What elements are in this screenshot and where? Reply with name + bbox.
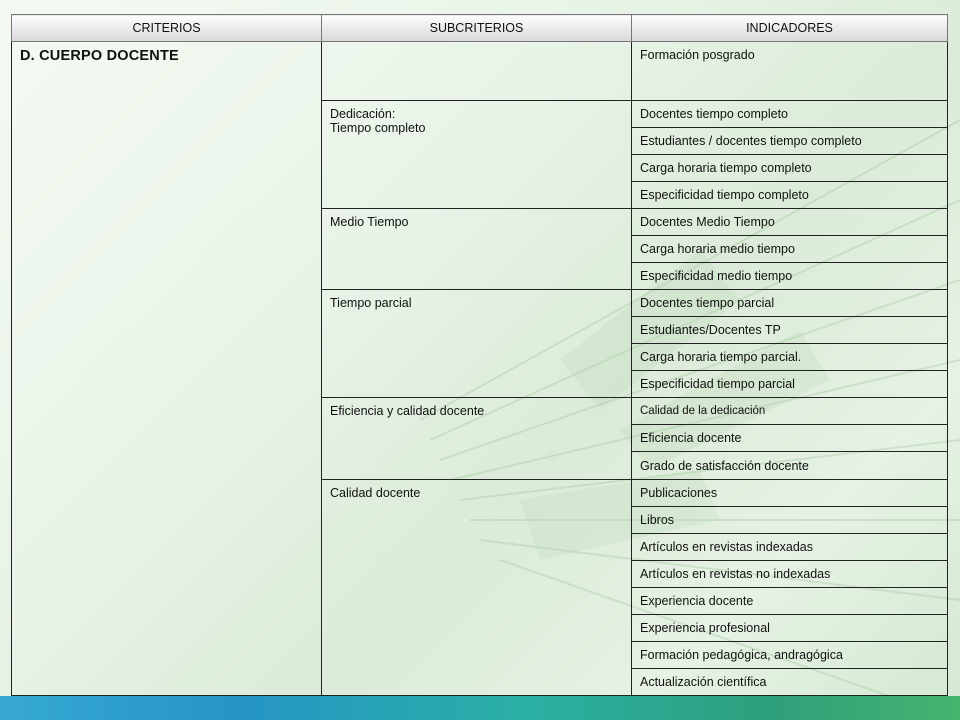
indicador-cell: Grado de satisfacción docente: [632, 452, 948, 479]
indicador-cell: Experiencia profesional: [632, 614, 948, 641]
header-row: [12, 15, 948, 42]
indicador-cell: Formación posgrado: [632, 42, 948, 101]
indicador-cell: Carga horaria medio tiempo: [632, 236, 948, 263]
indicador-cell: Calidad de la dedicación: [632, 398, 948, 425]
subcriterio-cell: Dedicación: Tiempo completo: [322, 101, 632, 209]
indicador-cell: Estudiantes/Docentes TP: [632, 317, 948, 344]
indicador-cell: Libros: [632, 506, 948, 533]
indicador-cell: Docentes tiempo parcial: [632, 290, 948, 317]
indicador-cell: Docentes Medio Tiempo: [632, 209, 948, 236]
indicador-cell: Publicaciones: [632, 479, 948, 506]
indicador-cell: Actualización científica: [632, 668, 948, 695]
indicador-cell: Experiencia docente: [632, 587, 948, 614]
criteria-table: [11, 14, 948, 696]
table-row: [12, 42, 948, 101]
indicador-cell: Especificidad medio tiempo: [632, 263, 948, 290]
indicador-cell: Especificidad tiempo parcial: [632, 371, 948, 398]
indicador-cell: Formación pedagógica, andragógica: [632, 641, 948, 668]
subcriterio-cell: Eficiencia y calidad docente: [322, 398, 632, 479]
indicador-cell: Estudiantes / docentes tiempo completo: [632, 128, 948, 155]
header-criterios: CRITERIOS: [12, 15, 322, 42]
subcriterio-cell: Calidad docente: [322, 479, 632, 695]
indicador-cell: Artículos en revistas indexadas: [632, 533, 948, 560]
indicador-cell: Carga horaria tiempo parcial.: [632, 344, 948, 371]
indicador-cell: Artículos en revistas no indexadas: [632, 560, 948, 587]
subcriterio-cell: Medio Tiempo: [322, 209, 632, 290]
footer-bar: [0, 696, 960, 720]
header-subcriterios: SUBCRITERIOS: [322, 15, 632, 42]
indicador-cell: Docentes tiempo completo: [632, 101, 948, 128]
indicador-cell: Especificidad tiempo completo: [632, 182, 948, 209]
indicador-cell: Eficiencia docente: [632, 425, 948, 452]
indicador-cell: Carga horaria tiempo completo: [632, 155, 948, 182]
criterio-cell: D. CUERPO DOCENTE: [12, 42, 322, 696]
header-indicadores: INDICADORES: [632, 15, 948, 42]
subcriterio-cell: Tiempo parcial: [322, 290, 632, 398]
subcriterio-cell: [322, 42, 632, 101]
